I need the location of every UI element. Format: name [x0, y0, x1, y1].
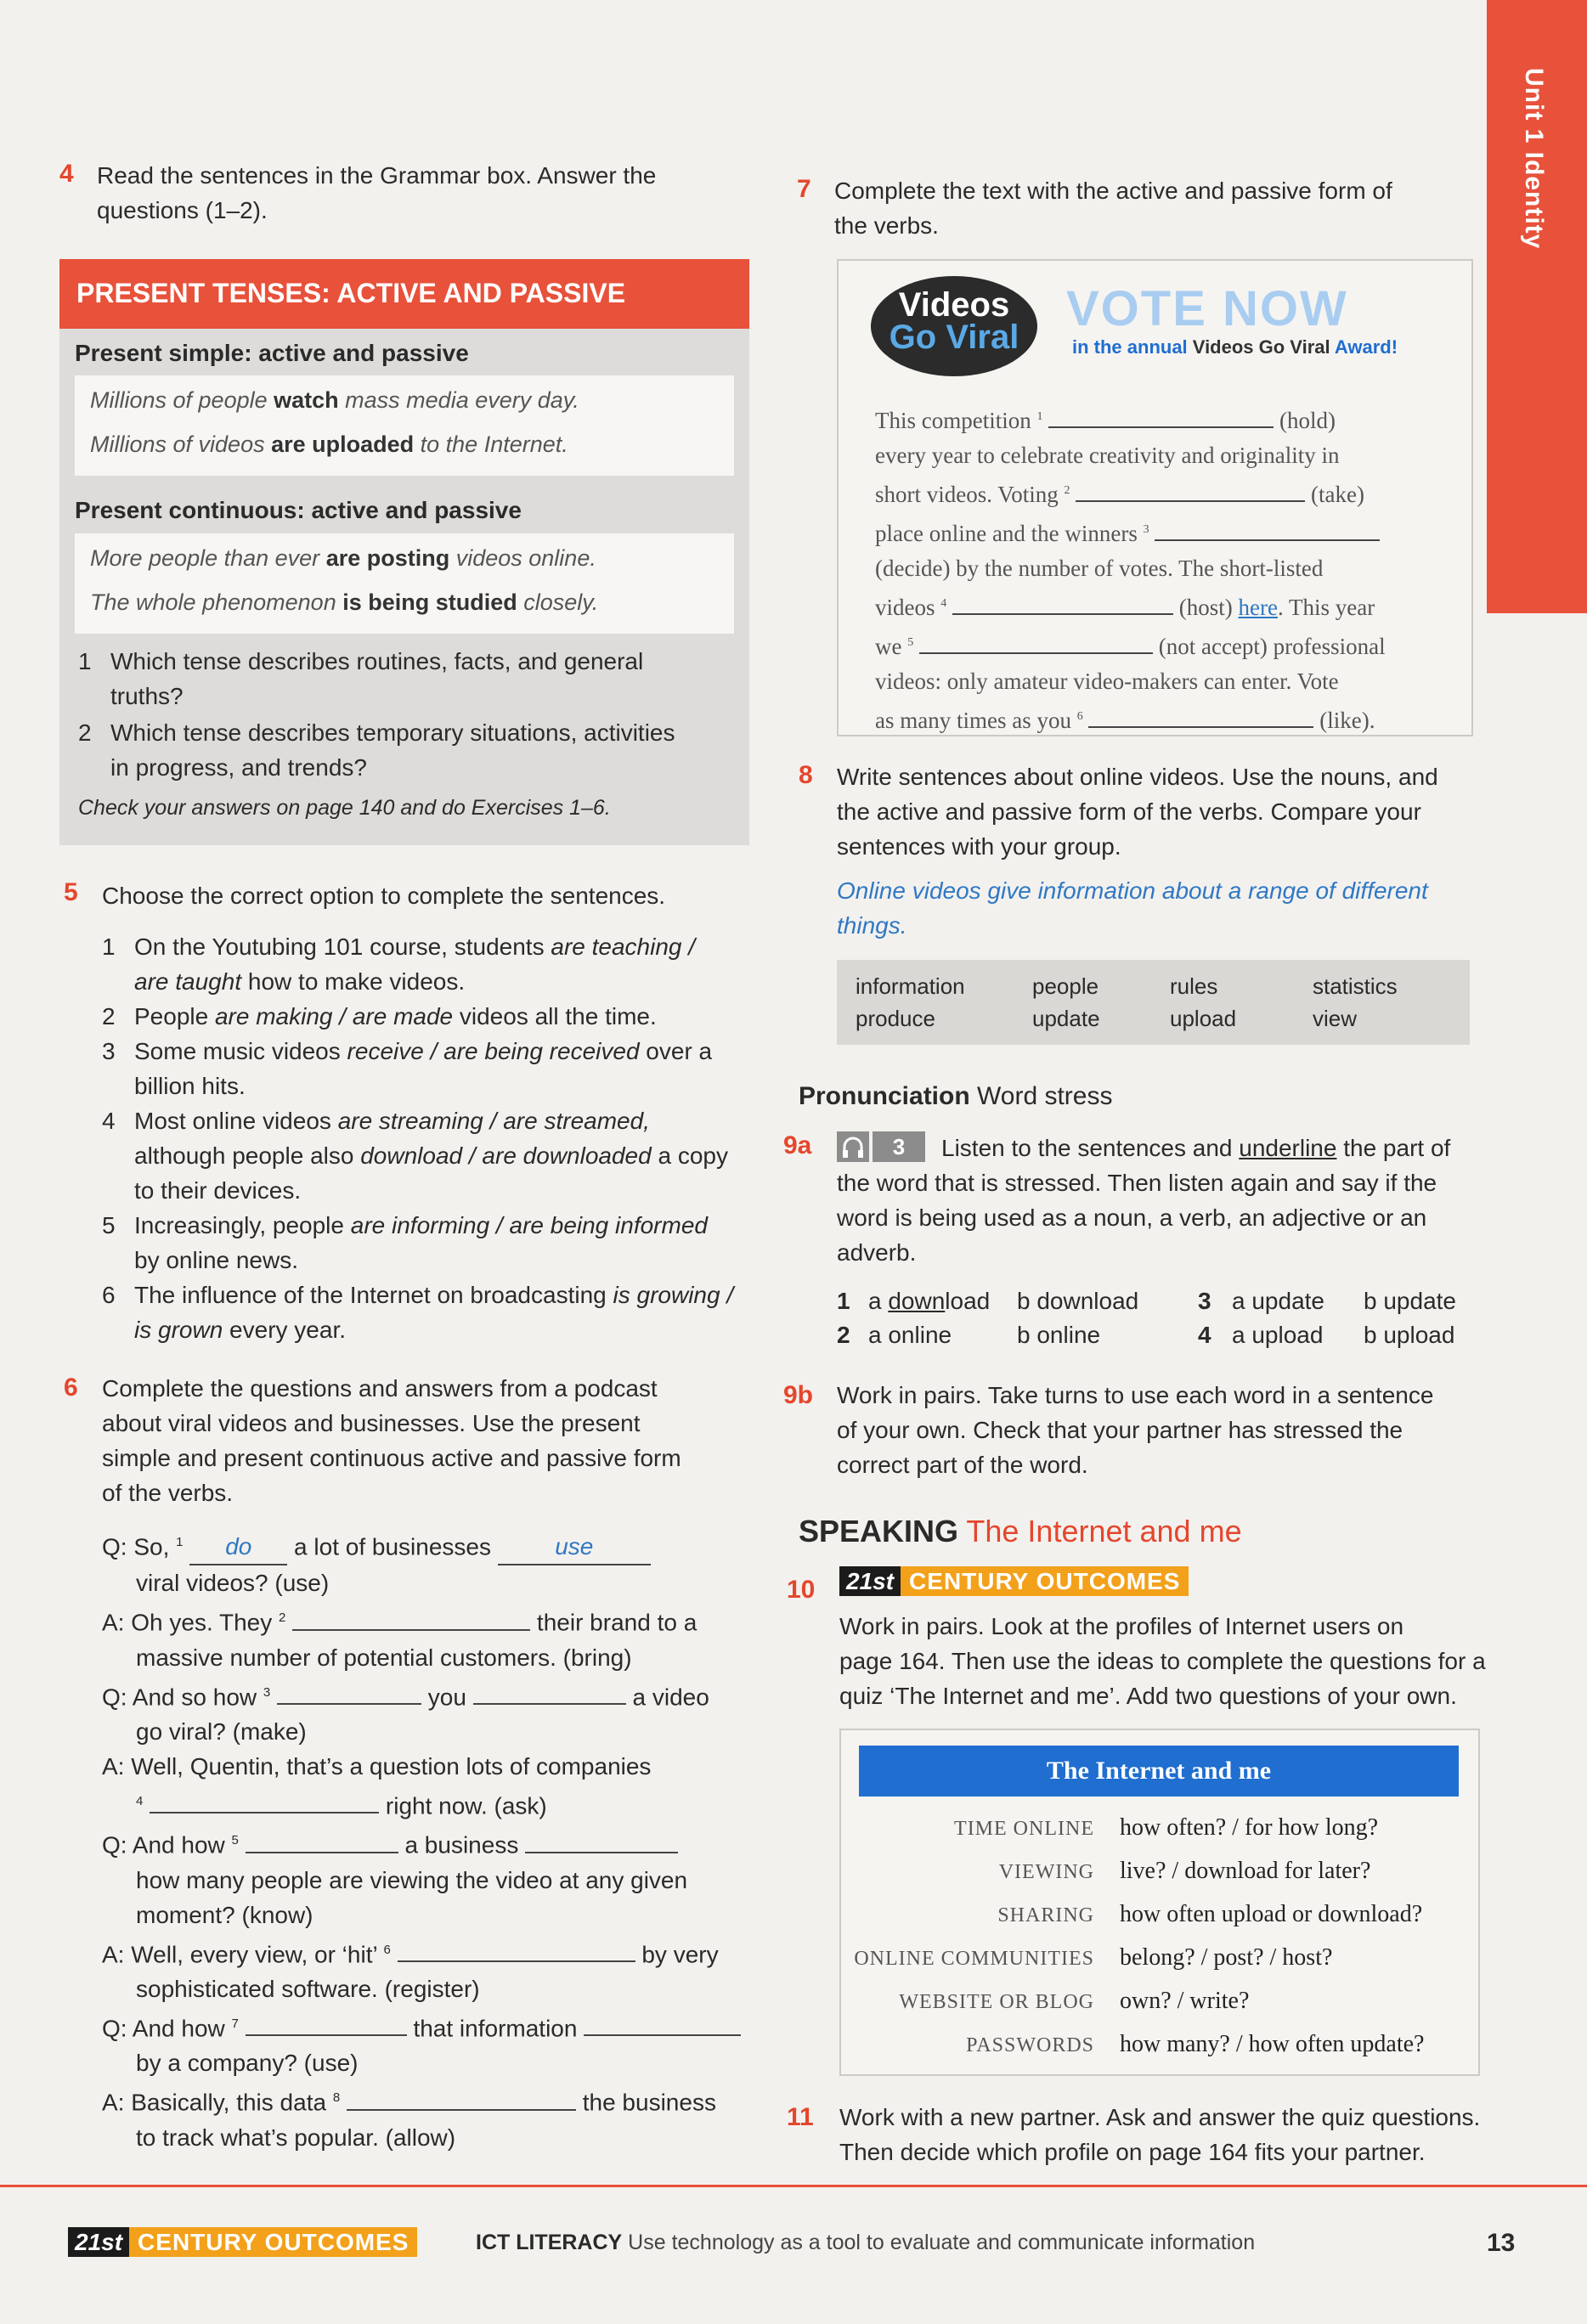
exercise-11-instruction: Work with a new partner. Ask and answer the quiz questions. Then decide which profile on page 164 fits your partner.	[839, 2104, 1481, 2165]
footer-ict-literacy: ICT LITERACY Use technology as a tool to evaluate and communicate information	[476, 2231, 1256, 2254]
exercise-8-instruction: Write sentences about online videos. Use the nouns, and the active and passive form of the verbs. Compare your sentences with your group.	[837, 764, 1438, 860]
logo-line-1: Videos	[898, 286, 1010, 324]
headphones-icon[interactable]	[837, 1131, 869, 1162]
word-item: view	[1313, 1006, 1358, 1031]
instruction-line: questions (1–2).	[97, 197, 268, 223]
exercise-4-number: 4	[59, 160, 74, 188]
exercise-5-number: 5	[64, 878, 78, 906]
pronunciation-heading: Pronunciation Word stress	[799, 1082, 1113, 1110]
exercise-11-number: 11	[787, 2103, 814, 2131]
footer-divider	[0, 2185, 1587, 2187]
table-row: PASSWORDS how many? / how often update?	[966, 2031, 1425, 2057]
grammar-box-header	[59, 259, 749, 329]
exercise-9b-number: 9b	[783, 1381, 814, 1409]
internet-and-me-header	[859, 1746, 1459, 1797]
table-row: WEBSITE OR BLOG own? / write?	[899, 1988, 1250, 2014]
present-continuous-heading: Present continuous: active and passive	[75, 497, 522, 523]
example-sentence: The whole phenomenon is being studied closely.	[90, 589, 599, 615]
audio-track-number[interactable]: 3	[873, 1131, 925, 1162]
table-row: VIEWING live? / download for later?	[998, 1858, 1371, 1884]
grammar-question-1: 1 Which tense describes routines, facts, and general truths?	[78, 648, 644, 709]
answer-blank-5b[interactable]	[525, 1828, 678, 1853]
podcast-dialogue: Q: So, $^1$ do a lot of businesses use viral videos? (use) A: Oh yes. They $^2$ their brand to a massive number of potential customers. (bring) Q: And so how $^3$ you a video go viral? (make) A: Well, Quentin, that’s a question lots of companies $^4$ right now. (ask) Q: And how $^5$ a business how many people are viewing the video at any given moment? (know) A: Well, every view, or ‘hit’ $^6$ by very sophisticated software. (register) Q: And how $^7$ that information by a company? (use) A: Basically, this data $^8$ the business to track what’s popular. (allow)	[102, 1525, 773, 2155]
exercise-7-instruction: Complete the text with the active and passive form of the verbs.	[834, 178, 1392, 239]
exercise-8-number: 8	[799, 761, 813, 789]
answer-blank-8[interactable]	[347, 2085, 576, 2111]
word-grid	[837, 960, 1470, 1045]
exercise-9a-number: 9a	[783, 1131, 812, 1159]
example-sentence: More people than ever are posting videos online.	[90, 545, 596, 571]
logo-line-2: Go Viral	[889, 319, 1019, 356]
exercise-10-number: 10	[787, 1576, 816, 1604]
answer-blank-7b[interactable]	[584, 2011, 741, 2036]
vote-blank-2[interactable]	[1076, 477, 1305, 502]
word-item: upload	[1170, 1006, 1237, 1031]
list-item: 4 Most online videos are streaming / are streamed, although people also download / are downloaded a copy to their devices.	[102, 1108, 728, 1204]
table-row: TIME ONLINE how often? / for how long?	[954, 1814, 1379, 1841]
vote-blank-4[interactable]	[952, 589, 1173, 615]
answer-example-1: do	[189, 1529, 287, 1565]
word-item: rules	[1170, 973, 1218, 999]
footer-outcomes-badge: 21st CENTURY OUTCOMES	[68, 2229, 417, 2256]
list-item: 6 The influence of the Internet on broadcasting is growing / is grown every year.	[102, 1282, 734, 1343]
word-item: people	[1032, 973, 1099, 999]
exercise-5-instruction: Choose the correct option to complete the sentences.	[102, 883, 666, 909]
vote-blank-5[interactable]	[919, 629, 1153, 654]
answer-blank-6[interactable]	[398, 1937, 635, 1962]
check-answers-note: Check your answers on page 140 and do Exercises 1–6.	[78, 796, 611, 820]
award-tagline: in the annual Videos Go Viral Award!	[1072, 336, 1398, 358]
table-row: ONLINE COMMUNITIES belong? / post? / host?	[854, 1944, 1333, 1971]
exercise-6-instruction: Complete the questions and answers from a podcast about viral videos and businesses. Use the present simple and present continuous active and passive form of the verbs.	[102, 1375, 681, 1506]
example-sentence: Millions of videos are uploaded to the Internet.	[90, 432, 568, 457]
list-item: 5 Increasingly, people are informing / are being informed by online news.	[102, 1212, 708, 1273]
list-item: 2 People are making / are made videos all the time.	[102, 1003, 657, 1029]
speaking-heading: SPEAKING The Internet and me	[799, 1514, 1242, 1548]
word-item: information	[856, 973, 965, 999]
vote-now-text: This competition $^1$ (hold) every year to celebrate creativity and originality in short videos. Voting $^2$ (take) place online and the winners $^3$ (decide) by the number of votes. The short-listed videos $^4$ (host) here. This year we $^5$ (not accept) professional videos: only amateur video-makers can enter. Vote as many times as you $^6$ (like).	[875, 399, 1453, 738]
exercise-9b-instruction: Work in pairs. Take turns to use each word in a sentence of your own. Check that your partner has stressed the correct part of the word.	[837, 1382, 1434, 1478]
word-item: update	[1032, 1006, 1100, 1031]
answer-blank-4[interactable]	[150, 1788, 379, 1814]
grammar-question-2: 2 Which tense describes temporary situations, activities in progress, and trends?	[78, 719, 675, 781]
exercise-7-number: 7	[797, 175, 811, 203]
instruction-line: Read the sentences in the Grammar box. Answer the	[97, 162, 657, 189]
answer-blank-2[interactable]	[292, 1605, 530, 1631]
exercise-6-number: 6	[64, 1374, 78, 1402]
word-item: produce	[856, 1006, 935, 1031]
answer-blank-5a[interactable]	[246, 1828, 398, 1853]
answer-blank-3a[interactable]	[277, 1679, 421, 1705]
present-simple-heading: Present simple: active and passive	[75, 340, 469, 366]
exercise-5-list	[102, 929, 765, 1347]
century-outcomes-badge: 21st CENTURY OUTCOMES	[839, 1568, 1189, 1595]
exercise-10-instruction: Work in pairs. Look at the profiles of Internet users on page 164. Then use the ideas to complete the questions for a quiz ‘The Internet and me’. Add two questions of your own.	[839, 1613, 1486, 1709]
vote-blank-6[interactable]	[1088, 702, 1313, 728]
answer-example-2: use	[498, 1529, 651, 1565]
vote-blank-3[interactable]	[1155, 516, 1380, 541]
word-item: statistics	[1313, 973, 1398, 999]
answer-blank-3b[interactable]	[473, 1679, 626, 1705]
present-continuous-examples	[75, 533, 734, 634]
page-number: 13	[1487, 2229, 1516, 2257]
present-simple-examples	[75, 375, 734, 476]
exercise-4-instruction	[97, 158, 656, 228]
unit-tab-label: Unit 1 Identity	[1520, 68, 1548, 250]
exercise-8-example: Online videos give information about a range of different things.	[837, 877, 1428, 939]
videos-go-viral-logo	[871, 276, 1037, 376]
example-sentence: Millions of people watch mass media every day.	[90, 387, 579, 413]
internet-and-me-title: The Internet and me	[1046, 1757, 1272, 1785]
table-row: SHARING how often upload or download?	[997, 1901, 1423, 1927]
exercise-9a-instruction: the word that is stressed. Then listen again and say if the word is being used as a noun, a verb, an adjective or an adverb.	[837, 1170, 1437, 1266]
unit-tab	[1487, 0, 1587, 613]
answer-blank-7a[interactable]	[246, 2011, 407, 2036]
here-link[interactable]: here	[1238, 595, 1278, 620]
exercise-9a-instruction-line1: Listen to the sentences and underline the part of	[941, 1135, 1451, 1161]
vote-blank-1[interactable]	[1048, 403, 1274, 428]
list-item: 1 On the Youtubing 101 course, students are teaching / are taught how to make videos.	[102, 934, 696, 995]
list-item: 3 Some music videos receive / are being received over a billion hits.	[102, 1038, 713, 1099]
grammar-box-title: PRESENT TENSES: ACTIVE AND PASSIVE	[76, 278, 626, 308]
vote-now-heading: VOTE NOW	[1066, 281, 1348, 336]
